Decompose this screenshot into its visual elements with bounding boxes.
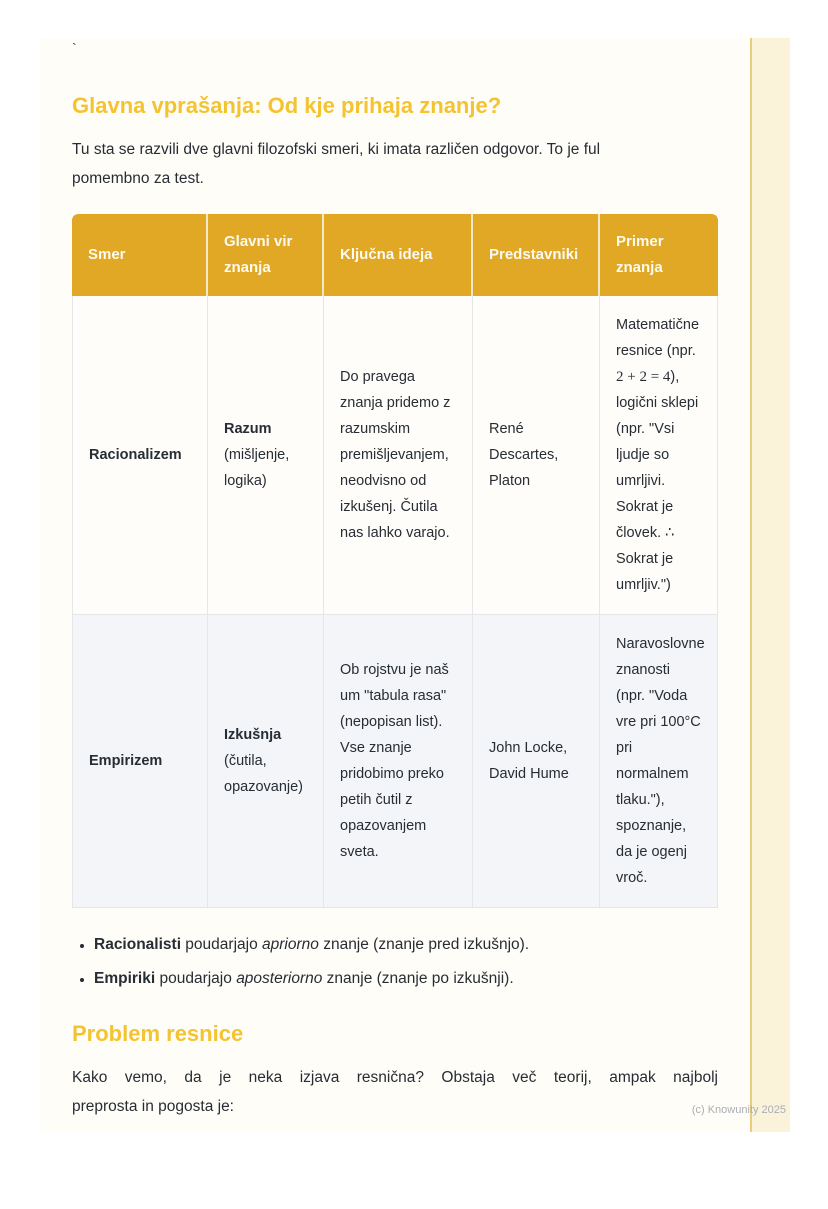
cell-predstavniki-racionalizem: René Descartes, Platon xyxy=(473,296,600,615)
comparison-table xyxy=(72,214,718,908)
bullet-mid-text: poudarjajo xyxy=(155,970,237,987)
cell-vir-racionalizem xyxy=(208,296,324,615)
column-header-predstavniki: Predstavniki xyxy=(473,214,600,296)
table-header-row xyxy=(72,214,718,296)
cell-vir-rest: (mišljenje, logika) xyxy=(224,447,290,489)
bullet-rest-text: znanje (znanje po izkušnji). xyxy=(322,970,514,987)
section-heading-knowledge-origin: Glavna vprašanja: Od kje prihaja znanje? xyxy=(72,93,502,118)
cell-vir-rest: (čutila, opazovanje) xyxy=(224,753,303,795)
bullet-mid-text: poudarjajo xyxy=(181,936,263,953)
bullet-rest-text: znanje (znanje pred izkušnjo). xyxy=(318,936,530,953)
bullet-italic-term: aposteriorno xyxy=(236,970,323,987)
primer-math-expression: 2 + 2 = 4 xyxy=(616,369,671,385)
column-header-glavni-vir: Glavni vir znanja xyxy=(208,214,324,296)
cell-smer-empirizem: Empirizem xyxy=(72,615,208,908)
bullet-racionalisti xyxy=(94,934,718,956)
document-content xyxy=(40,38,790,1121)
cell-vir-bold: Razum xyxy=(224,421,272,437)
cell-predstavniki-empirizem: John Locke, David Hume xyxy=(473,615,600,908)
cell-vir-bold: Izkušnja xyxy=(224,727,282,743)
primer-text-pre: Matematične resnice (npr. xyxy=(616,317,700,359)
summary-bullet-list xyxy=(72,934,718,990)
intro-line-2: pomembno za test. xyxy=(72,170,204,187)
table-row-racionalizem xyxy=(72,296,718,615)
column-header-kljucna-ideja: Ključna ideja xyxy=(324,214,473,296)
bullet-bold-term: Racionalisti xyxy=(94,936,181,953)
truth-intro-paragraph xyxy=(72,1063,718,1121)
intro-line-1: Tu sta se razvili dve glavni filozofski smeri, ki imata različen odgovor. To je ful xyxy=(72,141,601,158)
document-page-card xyxy=(40,38,790,1132)
cell-vir-empirizem xyxy=(208,615,324,908)
cell-ideja-racionalizem: Do pravega znanja pridemo z razumskim premišljevanjem, neodvisno od izkušenj. Čutila nas lahko varajo. xyxy=(324,296,473,615)
primer-text-post: ), logični sklepi (npr. "Vsi ljudje so umrljivi. Sokrat je človek. ∴ Sokrat je umrljiv.") xyxy=(616,369,699,593)
cell-smer-racionalizem: Racionalizem xyxy=(72,296,208,615)
bullet-empiriki xyxy=(94,968,718,990)
bullet-bold-term: Empiriki xyxy=(94,970,156,987)
intro-paragraph xyxy=(72,135,718,193)
cell-primer-racionalizem xyxy=(600,296,718,615)
copyright-watermark: (c) Knowunity 2025 xyxy=(691,1104,786,1116)
column-header-smer: Smer xyxy=(72,214,208,296)
cell-ideja-empirizem: Ob rojstvu je naš um "tabula rasa" (nepopisan list). Vse znanje pridobimo preko petih čutil z opazovanjem sveta. xyxy=(324,615,473,908)
column-header-primer: Primer znanja xyxy=(600,214,718,296)
table-row-empirizem xyxy=(72,615,718,908)
truth-intro-line-2: preprosta in pogosta je: xyxy=(72,1098,234,1115)
cell-primer-empirizem xyxy=(600,615,718,908)
primer-text-pre: Naravoslovne znanosti (npr. "Voda vre pri 100°C pri normalnem tlaku."), spoznanje, da je ogenj vroč. xyxy=(616,636,705,886)
section-heading-problem-resnice: Problem resnice xyxy=(72,1021,244,1046)
stray-backtick: ` xyxy=(72,40,77,56)
truth-intro-line-1: Kako vemo, da je neka izjava resnična? Obstaja več teorij, ampak najbolj xyxy=(72,1069,718,1086)
bullet-italic-term: apriorno xyxy=(262,936,319,953)
